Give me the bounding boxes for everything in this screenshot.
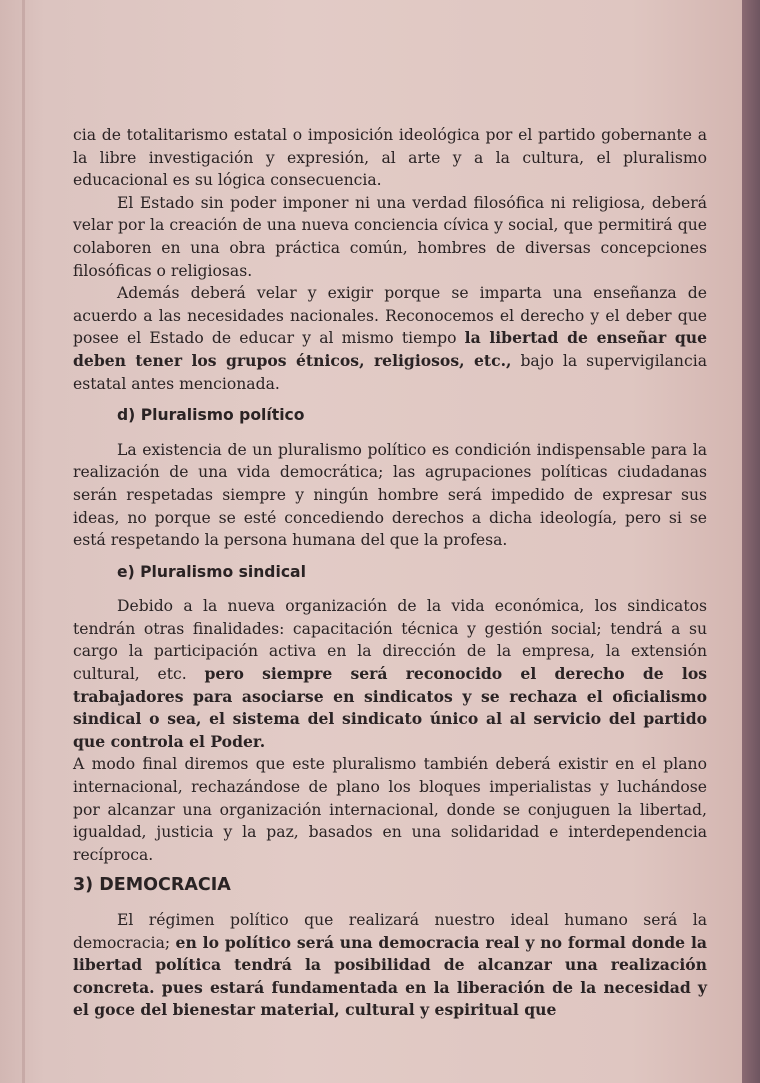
bold-text: la libertad de enseñar que deben tener los grupos étnicos, religiosos, etc., <box>73 328 708 370</box>
text-span: El régimen político que realizará nuestro ideal humano será la democracia; <box>73 911 707 952</box>
subheading-union-pluralism: e) Pluralismo sindical <box>117 562 306 581</box>
paragraph: El Estado sin poder imponer ni una verdad filosófica ni religiosa, deberá velar por la creación de una nueva conciencia cívica y social, que permitirá que colaboren en una obra práctica común, hombres de diversas concepciones filosóficas o religiosas. <box>73 193 707 280</box>
paragraph: La existencia de un pluralismo político es condición indispensable para la realización de una vida democrática; las agrupaciones políticas ciudadanas serán respetadas siempre y ningún hombre será impedido de expresar sus ideas, no porque se esté concediendo derechos a dicha ideología, pero si se está respetando la persona humana del que la profesa. <box>73 440 707 550</box>
paragraph: A modo final diremos que este pluralismo también deberá existir en el plano internacional, rechazándose de plano los bloques imperialistas y luchándose por alcanzar una organización internacional, donde se conjuguen la libertad, igualdad, justicia y la paz, basados en una solidaridad e interdependencia recíproca. <box>73 755 707 864</box>
text-span: Además deberá velar y exigir porque se imparta una enseñanza de acuerdo a las necesidades nacionales. Reconocemos el derecho y el deber que posee el Estado de educar y al mismo tiempo <box>73 284 707 348</box>
paragraph <box>73 282 707 395</box>
text-span: bajo la supervigilancia estatal antes mencionada. <box>73 351 707 393</box>
paragraph <box>73 595 707 753</box>
text-span: Debido a la nueva organización de la vida económica, los sindicatos tendrán otras finalidades: capacitación técnica y gestión social; tendrá a su cargo la participación activa en la dirección de la empresa, la extensión cultural, etc. <box>73 597 707 684</box>
paragraph: cia de totalitarismo estatal o imposición ideológica por el partido gobernante a la libre investigación y expresión, al arte y a la cultura, el pluralismo educacional es su lógica consecuencia. <box>73 126 707 190</box>
section-heading-democracy: 3) DEMOCRACIA <box>73 875 231 896</box>
body-text <box>73 124 707 1022</box>
bold-text: en lo político será una democracia real y no formal donde la libertad política tendrá la posibilidad de alcanzar una realización concreta. pues estará fundamentada en la liberación de la necesidad y el goce del bienestar material, cultural y espiritual que <box>73 932 707 1020</box>
bold-text: pero siempre será reconocido el derecho de los trabajadores para asociarse en sindicatos y se rechaza el oficialismo sindical o sea, el sistema del sindicato único al al servicio del partido que controla el Poder. <box>73 664 707 751</box>
page-edge <box>742 0 760 1083</box>
subheading-political-pluralism: d) Pluralismo político <box>117 406 305 425</box>
paragraph <box>73 909 707 1022</box>
